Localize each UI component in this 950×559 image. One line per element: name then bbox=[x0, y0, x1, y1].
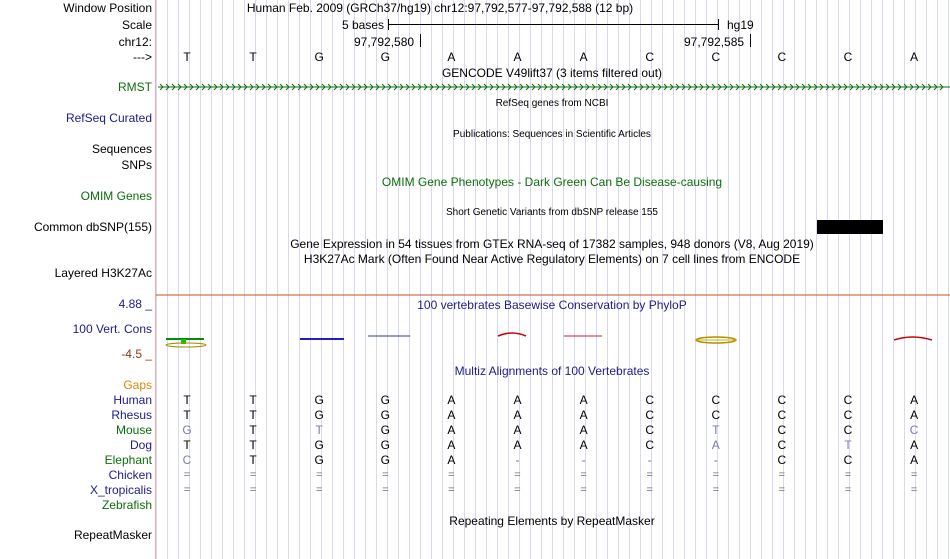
aligned-base: T bbox=[183, 438, 191, 452]
reference-base: T bbox=[183, 50, 191, 64]
aligned-base: = bbox=[712, 469, 720, 481]
omim-genes-label[interactable]: OMIM Genes bbox=[80, 189, 152, 203]
aligned-base: A bbox=[447, 438, 456, 452]
aligned-base: = bbox=[183, 469, 191, 481]
strand-arrow-label[interactable]: ---> bbox=[133, 50, 152, 64]
aligned-base: A bbox=[579, 393, 588, 407]
aligned-base: - bbox=[515, 453, 520, 467]
aligned-base: = bbox=[315, 484, 323, 496]
aligned-base: T bbox=[249, 423, 257, 437]
reference-base: C bbox=[645, 50, 655, 64]
aligned-base: G bbox=[314, 453, 324, 467]
aligned-base: A bbox=[579, 408, 588, 422]
aligned-base: G bbox=[314, 438, 324, 452]
aligned-base: C bbox=[182, 453, 192, 467]
coord-right: 97,792,585 bbox=[684, 35, 745, 49]
aligned-base: = bbox=[778, 469, 786, 481]
aligned-base: C bbox=[711, 408, 721, 422]
aligned-base: A bbox=[910, 408, 919, 422]
phylop-mark-6 bbox=[498, 333, 526, 336]
species-label-x_tropicalis[interactable]: X_tropicalis bbox=[89, 483, 152, 497]
species-label-human[interactable]: Human bbox=[113, 393, 152, 407]
aligned-base: G bbox=[182, 423, 192, 437]
repeatmasker-label[interactable]: RepeatMasker bbox=[73, 528, 152, 542]
aligned-base: C bbox=[909, 423, 919, 437]
reference-base: A bbox=[579, 50, 588, 64]
aligned-base: T bbox=[183, 393, 191, 407]
species-label-chicken[interactable]: Chicken bbox=[108, 468, 152, 482]
aligned-base: = bbox=[910, 469, 918, 481]
assembly-label: hg19 bbox=[727, 18, 754, 32]
aligned-base: - bbox=[581, 453, 586, 467]
aligned-base: C bbox=[777, 408, 787, 422]
track-graphics bbox=[156, 0, 950, 559]
species-label-elephant[interactable]: Elephant bbox=[104, 453, 152, 467]
aligned-base: - bbox=[713, 453, 718, 467]
aligned-base: = bbox=[514, 484, 521, 496]
aligned-base: C bbox=[645, 408, 655, 422]
cons-min-label: -4.5 _ bbox=[121, 347, 152, 361]
aligned-base: T bbox=[844, 438, 852, 452]
h3k27ac-track-title[interactable]: H3K27Ac Mark (Often Found Near Active Regulatory Elements) on 7 cell lines from ENCODE bbox=[303, 252, 801, 266]
cons-max-label: 4.88 _ bbox=[118, 297, 152, 311]
aligned-base: T bbox=[315, 423, 323, 437]
refseq-curated-label[interactable]: RefSeq Curated bbox=[65, 111, 152, 125]
aligned-base: = bbox=[712, 484, 720, 496]
aligned-base: A bbox=[579, 438, 588, 452]
omim-track-title[interactable]: OMIM Gene Phenotypes - Dark Green Can Be Disease-causing bbox=[381, 175, 723, 189]
coord-left: 97,792,580 bbox=[354, 35, 415, 49]
aligned-base: A bbox=[513, 393, 522, 407]
aligned-base: A bbox=[910, 438, 919, 452]
sequences-label[interactable]: Sequences bbox=[91, 142, 152, 156]
aligned-base: - bbox=[647, 453, 652, 467]
scale-label: Scale bbox=[121, 18, 152, 32]
species-label-rhesus[interactable]: Rhesus bbox=[111, 408, 152, 422]
aligned-base: G bbox=[314, 408, 324, 422]
aligned-base: C bbox=[777, 438, 787, 452]
reference-base: C bbox=[843, 50, 853, 64]
aligned-base: C bbox=[777, 393, 787, 407]
aligned-base: = bbox=[778, 484, 786, 496]
aligned-base: A bbox=[447, 453, 456, 467]
aligned-base: C bbox=[843, 423, 853, 437]
reference-base: C bbox=[711, 50, 721, 64]
aligned-base: = bbox=[514, 469, 521, 481]
reference-base: G bbox=[314, 50, 324, 64]
aligned-base: A bbox=[447, 423, 456, 437]
aligned-base: A bbox=[513, 438, 522, 452]
aligned-base: = bbox=[580, 469, 587, 481]
aligned-base: T bbox=[249, 408, 257, 422]
aligned-base: G bbox=[380, 408, 390, 422]
aligned-base: = bbox=[844, 484, 852, 496]
snps-label[interactable]: SNPs bbox=[121, 158, 152, 172]
reference-base: G bbox=[380, 50, 390, 64]
aligned-base: = bbox=[646, 484, 653, 496]
aligned-base: = bbox=[183, 484, 191, 496]
aligned-base: G bbox=[380, 393, 390, 407]
track-labels-panel bbox=[0, 0, 156, 559]
reference-base: A bbox=[910, 50, 919, 64]
aligned-base: C bbox=[777, 423, 787, 437]
aligned-base: = bbox=[580, 484, 587, 496]
aligned-base: A bbox=[513, 408, 522, 422]
phylop-mark-10 bbox=[894, 337, 932, 340]
multiz-track-title[interactable]: Multiz Alignments of 100 Vertebrates bbox=[454, 364, 650, 378]
aligned-base: A bbox=[579, 423, 588, 437]
window-position-text: Human Feb. 2009 (GRCh37/hg19) chr12:97,792,577-97,792,588 (12 bp) bbox=[246, 1, 634, 15]
aligned-base: G bbox=[380, 453, 390, 467]
aligned-base: T bbox=[183, 408, 191, 422]
aligned-base: C bbox=[843, 408, 853, 422]
aligned-base: T bbox=[249, 393, 257, 407]
aligned-base: C bbox=[645, 423, 655, 437]
track-image-area[interactable] bbox=[156, 0, 950, 559]
refseq-track-title[interactable]: RefSeq genes from NCBI bbox=[495, 98, 609, 109]
aligned-base: C bbox=[645, 393, 655, 407]
aligned-base: T bbox=[249, 438, 257, 452]
aligned-base: = bbox=[382, 469, 389, 481]
aligned-base: A bbox=[447, 408, 456, 422]
aligned-base: = bbox=[249, 484, 257, 496]
aligned-base: = bbox=[910, 484, 918, 496]
aligned-base: G bbox=[380, 438, 390, 452]
common-dbsnp-label[interactable]: Common dbSNP(155) bbox=[33, 220, 152, 234]
species-label-zebrafish[interactable]: Zebrafish bbox=[101, 498, 152, 512]
gencode-track-title[interactable]: GENCODE V49lift37 (3 items filtered out) bbox=[441, 66, 663, 80]
gaps-label: Gaps bbox=[123, 378, 152, 392]
aligned-base: A bbox=[711, 438, 720, 452]
aligned-base: = bbox=[646, 469, 653, 481]
reference-base: A bbox=[447, 50, 456, 64]
aligned-base: A bbox=[910, 453, 919, 467]
aligned-base: = bbox=[315, 469, 323, 481]
aligned-base: A bbox=[910, 393, 919, 407]
short-variants-track-title[interactable]: Short Genetic Variants from dbSNP release 155 bbox=[446, 207, 658, 218]
aligned-base: = bbox=[448, 469, 455, 481]
reference-base: T bbox=[249, 50, 257, 64]
phylop-track-title[interactable]: 100 vertebrates Basewise Conservation by PhyloP bbox=[417, 298, 687, 312]
aligned-base: C bbox=[777, 453, 787, 467]
chrom-label: chr12: bbox=[118, 35, 152, 49]
publications-track-title[interactable]: Publications: Sequences in Scientific Articles bbox=[453, 129, 651, 140]
aligned-base: = bbox=[249, 469, 257, 481]
species-label-dog[interactable]: Dog bbox=[129, 438, 152, 452]
rmst-gene-label[interactable]: RMST bbox=[118, 80, 152, 94]
repeatmasker-track-title[interactable]: Repeating Elements by RepeatMasker bbox=[449, 514, 655, 528]
scale-bar-text: 5 bases bbox=[341, 18, 385, 32]
aligned-base: C bbox=[843, 393, 853, 407]
vert-cons-label[interactable]: 100 Vert. Cons bbox=[72, 322, 152, 336]
aligned-base: A bbox=[447, 393, 456, 407]
aligned-base: G bbox=[380, 423, 390, 437]
layered-h3k27ac-label[interactable]: Layered H3K27Ac bbox=[54, 266, 152, 280]
dbsnp-variant-block bbox=[817, 220, 883, 234]
reference-base: C bbox=[777, 50, 787, 64]
aligned-base: C bbox=[843, 453, 853, 467]
aligned-base: = bbox=[844, 469, 852, 481]
window-position-label: Window Position bbox=[63, 1, 152, 15]
aligned-base: A bbox=[513, 423, 522, 437]
aligned-base: T bbox=[712, 423, 720, 437]
aligned-base: T bbox=[249, 453, 257, 467]
reference-base: A bbox=[513, 50, 522, 64]
aligned-base: = bbox=[382, 484, 389, 496]
aligned-base: C bbox=[711, 393, 721, 407]
species-label-mouse[interactable]: Mouse bbox=[115, 423, 152, 437]
aligned-base: C bbox=[645, 438, 655, 452]
aligned-base: = bbox=[448, 484, 455, 496]
gtex-track-title[interactable]: Gene Expression in 54 tissues from GTEx RNA-seq of 17382 samples, 948 donors (V8, Aug 2019) bbox=[290, 237, 814, 251]
aligned-base: G bbox=[314, 393, 324, 407]
